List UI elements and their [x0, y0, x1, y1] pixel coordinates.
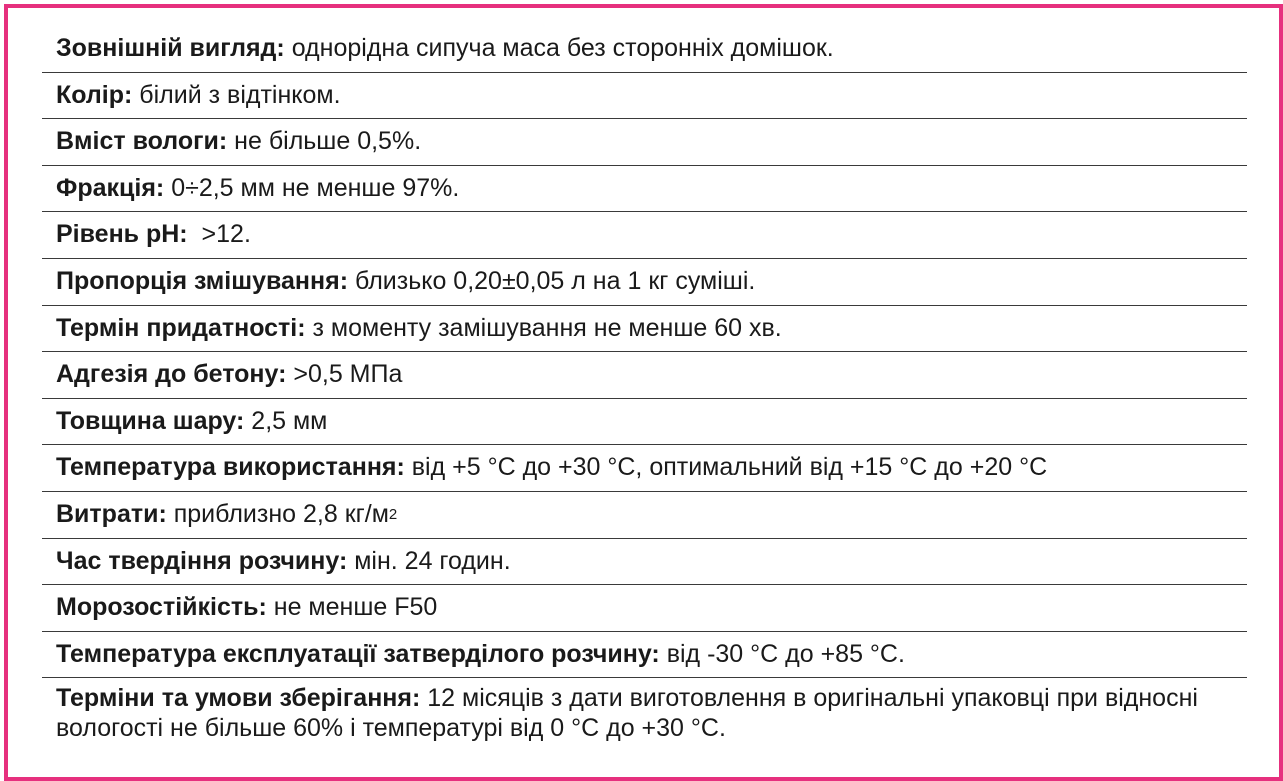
- spec-value: >0,5 МПа: [286, 360, 403, 389]
- spec-value: приблизно 2,8 кг/м: [166, 499, 389, 528]
- spec-row-mixing: [42, 259, 1247, 306]
- spec-value: 12 місяців з дати виготовлення в оригінальні упаковці при відносні вологості не більше 60% і температурі від 0 °С до +30 °С.: [56, 684, 1198, 743]
- spec-row-service-temp: [42, 632, 1247, 679]
- spec-label: Морозостійкість:: [56, 593, 267, 622]
- spec-row-color: [42, 73, 1247, 120]
- spec-value: однорідна сипуча маса без сторонніх домішок.: [284, 34, 834, 63]
- spec-label: Пропорція змішування:: [56, 267, 349, 296]
- spec-value: не більше 0,5%.: [227, 127, 422, 156]
- spec-row-moisture: [42, 119, 1247, 166]
- spec-label: Терміни та умови зберігання:: [56, 684, 421, 713]
- spec-row-storage: [42, 678, 1247, 760]
- spec-label: Зовнішній вигляд:: [56, 34, 285, 63]
- spec-row-frost-resistance: [42, 585, 1247, 632]
- spec-value: білий з відтінком.: [132, 80, 341, 109]
- pink-frame: [4, 4, 1283, 781]
- spec-label: Температура використання:: [56, 453, 405, 482]
- spec-row-curing-time: [42, 539, 1247, 586]
- spec-value: >12.: [187, 220, 251, 249]
- spec-row-fraction: [42, 166, 1247, 213]
- spec-row-ph: [42, 212, 1247, 259]
- spec-label: Колір:: [56, 80, 133, 109]
- spec-table: [42, 26, 1247, 760]
- spec-value: мін. 24 годин.: [347, 546, 511, 575]
- spec-row-pot-life: [42, 306, 1247, 353]
- spec-row-consumption: Витрати: приблизно 2,8 кг/м 2: [42, 492, 1247, 539]
- spec-label: Фракція:: [56, 173, 165, 202]
- spec-row-thickness: [42, 399, 1247, 446]
- spec-row-adhesion: [42, 352, 1247, 399]
- spec-label: Товщина шару:: [56, 406, 245, 435]
- spec-row-appearance: [42, 26, 1247, 73]
- spec-label: Адгезія до бетону:: [56, 360, 287, 389]
- spec-label: Витрати:: [56, 499, 167, 528]
- spec-storage-text: [56, 683, 1237, 743]
- spec-row-application-temp: [42, 445, 1247, 492]
- spec-label: Рівень pH:: [56, 220, 188, 249]
- spec-value: близько 0,20±0,05 л на 1 кг суміші.: [348, 267, 756, 296]
- spec-label: Термін придатності:: [56, 313, 306, 342]
- spec-label: Час твердіння розчину:: [56, 546, 348, 575]
- spec-value: 0÷2,5 мм не менше 97%.: [164, 173, 460, 202]
- spec-value: від -30 °С до +85 °С.: [659, 639, 905, 668]
- spec-value: з моменту замішування не менше 60 хв.: [305, 313, 782, 342]
- spec-value: від +5 °С до +30 °С, оптимальний від +15 °С до +20 °С: [404, 453, 1048, 482]
- spec-label: Вміст вологи:: [56, 127, 228, 156]
- spec-value: 2,5 мм: [244, 406, 328, 435]
- spec-label: Температура експлуатації затверділого розчину:: [56, 639, 660, 668]
- spec-value: не менше F50: [266, 593, 438, 622]
